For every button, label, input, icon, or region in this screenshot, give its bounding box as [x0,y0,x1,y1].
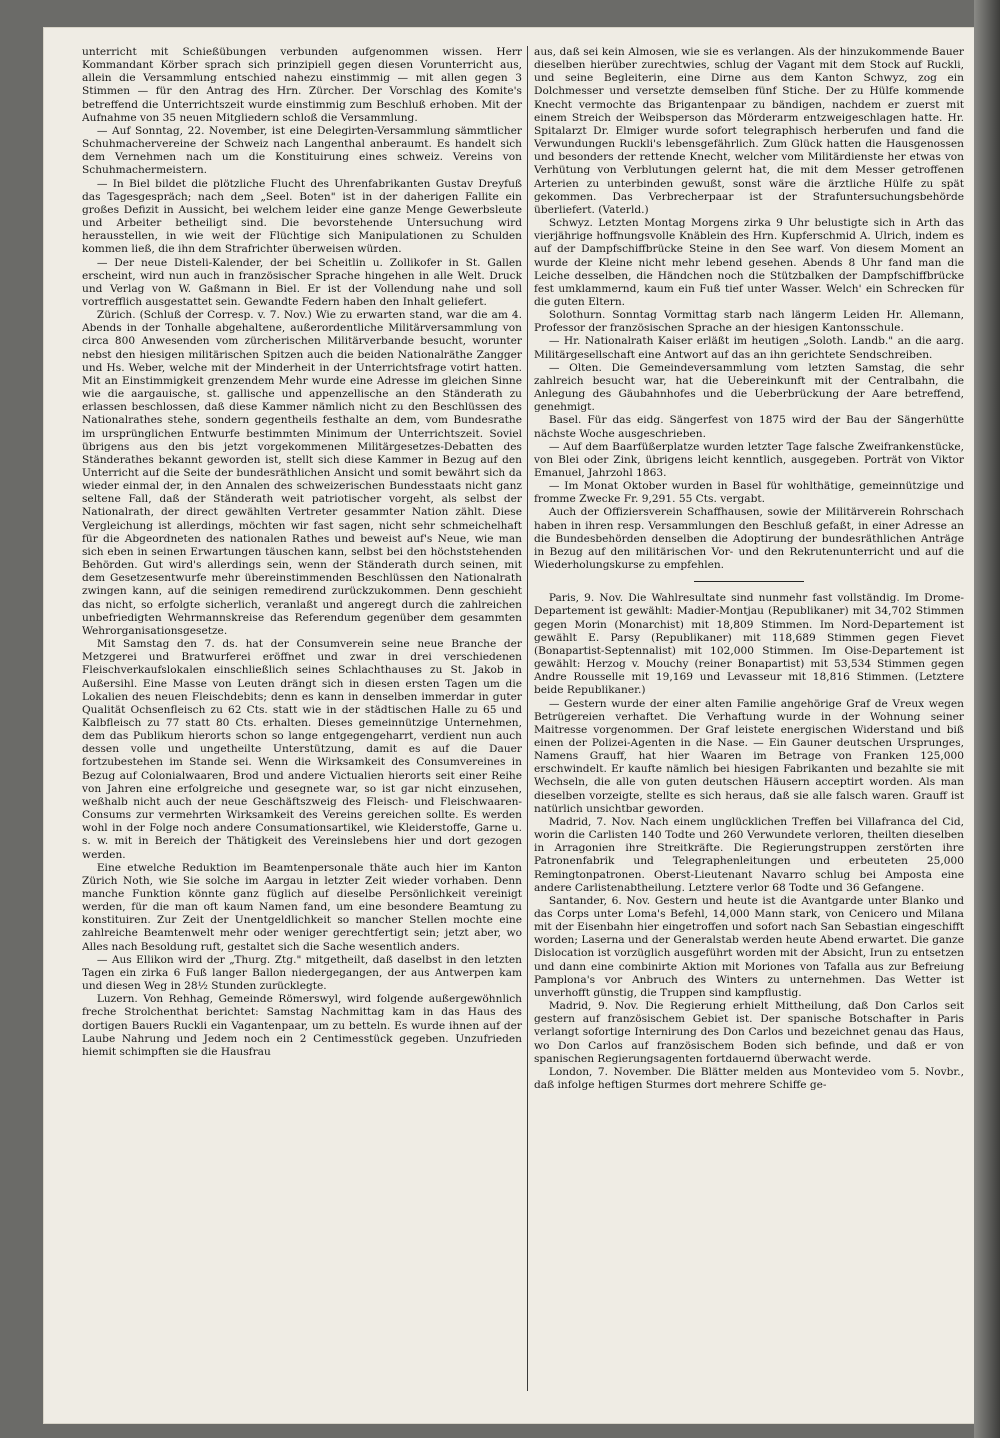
article-paragraph: — Auf Sonntag, 22. November, ist eine Delegirten-Versammlung sämmtlicher Schuhmachervereine der Schweiz nach Langenthal anberaumt. Es handelt sich dem Vernehmen nach um die Konstituirung eines schweiz. Vereins von Schuhmachermeistern. [82,124,522,177]
article-paragraph: Madrid, 7. Nov. Nach einem unglücklichen Treffen bei Villafranca del Cid, worin die Carlisten 140 Todte und 260 Verwundete verloren, theilten dieselben in Arragonien ihre Streitkräfte. Die Regierungstruppen zerstörten ihre Patronenfabrik und Telegraphenleitungen und erbeuteten 25,000 Remingtonpatronen. Oberst-Lieutenant Navarro schlug bei Amposta eine andere Carlistenabtheilung. Letztere verlor 68 Todte und 36 Gefangene. [534,815,964,894]
article-paragraph: unterricht mit Schießübungen verbunden aufgenommen wissen. Herr Kommandant Körber sprach sich prinzipiell gegen diesen Vorunterricht aus, allein die Versammlung entschied nahezu einstimmig — mit allen gegen 3 Stimmen — für den Antrag des Hrn. Zürcher. Der Vorschlag des Komite's betreffend die Unterrichtszeit wurde einstimmig zum Beschluß erhoben. Mit der Aufnahme von 35 neuen Mitgliedern schloß die Versammlung. [82,46,522,124]
article-paragraph: — Hr. Nationalrath Kaiser erläßt im heutigen „Soloth. Landb." an die aarg. Militärgesellschaft eine Antwort auf das an ihn gerichtete Sendschreiben. [534,335,964,361]
article-paragraph: — Der neue Disteli-Kalender, der bei Scheitlin u. Zollikofer in St. Gallen erscheint, wird nun auch in französischer Sprache hingehen in alle Welt. Druck und Verlag von W. Gaßmann in Biel. Er ist der Vollendung nahe und soll vortrefflich ausgestattet sein. Gewandte Federn haben den Inhalt geliefert. [82,256,522,308]
scan-edge [974,0,1000,1438]
article-paragraph: — Gestern wurde der einer alten Familie angehörige Graf de Vreux wegen Betrügereien verhaftet. Die Verhaftung wurde in der Wohnung seiner Maitresse vorgenommen. Der Graf leistete energischen Widerstand und biß einen der Polizei-Agenten in die Nase. — Ein Gauner deutschen Ursprunges, Namens Grauff, hat hier Waaren im Betrage von Franken 125,000 erschwindelt. Er kaufte nämlich bei hiesigen Fabrikanten und bezahlte sie mit Wechseln, die alle von guten deutschen Häusern acceptirt worden. Als man dieselben vorzeigte, stellte es sich heraus, daß sie alle falsch waren. Grauff ist natürlich unsichtbar geworden. [534,697,964,815]
article-paragraph: London, 7. November. Die Blätter melden aus Montevideo vom 5. Novbr., daß infolge heftigen Sturmes dort mehrere Schiffe ge- [534,1065,964,1092]
article-paragraph: Solothurn. Sonntag Vormittag starb nach längerm Leiden Hr. Allemann, Professor der französischen Sprache an der hiesigen Kantonsschule. [534,309,964,335]
column-rule [527,46,528,1391]
article-paragraph: Santander, 6. Nov. Gestern und heute ist die Avantgarde unter Blanko und das Corps unter Loma's Befehl, 14,000 Mann stark, von Cenicero und Milana mit der Eisenbahn hier eingetroffen und sofort nach San Sebastian eingeschifft worden; Laserna und der Generalstab werden heute Abend erwartet. Die ganze Dislocation ist vorzüglich ausgeführt worden mit der Absicht, Irun zu entsetzen und dann eine combinirte Aktion mit Moriones von Tafalla aus zur Befreiung Pamplona's vor Anbruch des Winters zu unternehmen. Das Wetter ist unverhofft günstig, die Truppen sind kampflustig. [534,894,964,999]
article-paragraph: — In Biel bildet die plötzliche Flucht des Uhrenfabrikanten Gustav Dreyfuß das Tagesgespräch; nach dem „Seel. Boten" ist in der daherigen Fallite ein großes Defizit in Aussicht, bei welchem leider eine ganze Menge Gewerbsleute und Arbeiter betheiligt sind. Die bevorstehende Untersuchung wird herausstellen, in wie weit der Flüchtige sich Manipulationen zu Schulden kommen ließ, die ihn dem Strafrichter überweisen würden. [82,177,522,256]
left-column [82,46,522,1406]
article-paragraph: — Im Monat Oktober wurden in Basel für wohlthätige, gemeinnützige und fromme Zwecke Fr. 9,291. 55 Cts. vergabt. [534,480,964,506]
article-paragraph: Eine etwelche Reduktion im Beamtenpersonale thäte auch hier im Kanton Zürich Noth, wie Sie solche im Aargau in letzter Zeit wieder vorhaben. Denn manche Funktion könnte ganz füglich auf dieselbe Persönlichkeit vereinigt werden, für die man oft kaum Namen fand, um eine besondere Beamtung zu konstituiren. Zur Zeit der Unentgeldlichkeit so mancher Stellen mochte eine zahlreiche Beamtenwelt mehr oder weniger gerechtfertigt sein; jetzt aber, wo Alles nach Besoldung ruft, gestaltet sich die Sache wesentlich anders. [82,861,522,953]
article-paragraph: Auch der Offiziersverein Schaffhausen, sowie der Militärverein Rohrschach haben in ihren resp. Versammlungen den Beschluß gefaßt, in einer Adresse an die Bundesbehörden denselben die Adoptirung der bundesräthlichen Anträge in Bezug auf den militärischen Vor- und den Rekrutenunterricht und auf die Wiederholungskurse zu empfehlen. [534,506,964,572]
article-paragraph: Madrid, 9. Nov. Die Regierung erhielt Mittheilung, daß Don Carlos seit gestern auf französischem Gebiet ist. Der spanische Botschafter in Paris verlangt sofortige Internirung des Don Carlos und bezeichnet genau das Haus, wo Don Carlos auf französischem Boden sich befinde, und daß er von spanischen Regierungsagenten fortdauernd überwacht werde. [534,1000,964,1065]
article-paragraph: Schwyz. Letzten Montag Morgens zirka 9 Uhr belustigte sich in Arth das vierjährige hoffnungsvolle Knäblein des Hrn. Kupferschmid A. Ulrich, indem es auf der Dampfschiffbrücke Steine in den See warf. Von diesem Moment an wurde der Kleine nicht mehr lebend gesehen. Abends 8 Uhr fand man die Leiche desselben, die Händchen noch die Stützbalken der Dampfschiffbrücke fest umklammernd, kaum ein Fuß tief unter Wasser. Welch' ein Schrecken für die guten Eltern. [534,217,964,308]
article-paragraph: Mit Samstag den 7. ds. hat der Consumverein seine neue Branche der Metzgerei und Bratwurferei eröffnet und zwar in drei verschiedenen Fleischverkaufslokalen einschließlich seines Schlachthauses zu St. Jakob in Außersihl. Eine Masse von Leuten drängt sich in diesen ersten Tagen um die Lokalien des neuen Fleischdebits; denn es kann in denselben immerdar in guter Qualität Ochsenfleisch zu 62 Cts. statt wie in der städtischen Halle zu 65 und Kalbfleisch zu 77 statt 80 Cts. erhalten. Dieses gemeinnützige Unternehmen, dem das Publikum hierorts schon so lange entgegengeharrt, verdient nun auch dessen volle und ungetheilte Unterstützung, damit es auf die Dauer fortzubestehen im Stande sei. Wenn die Wirksamkeit des Consumvereines in Bezug auf Colonialwaaren, Brod und andere Victualien hierorts seit einer Reihe von Jahren eine erfolgreiche und gesegnete war, so ist gar nicht einzusehen, weßhalb nicht auch der neue Geschäftszweig des Fleisch- und Fleischwaaren-Consums zur vermehrten Wirksamkeit des Vereins gereichen sollte. Es werden wohl in der Folge noch andere Consumationsartikel, wie Kleiderstoffe, Garne u. s. w. mit in Bereich der Thätigkeit des Vereinslebens hier und dort gezogen werden. [82,638,522,861]
article-paragraph: Basel. Für das eidg. Sängerfest von 1875 wird der Bau der Sängerhütte nächste Woche ausgeschrieben. [534,414,964,440]
article-paragraph: Zürich. (Schluß der Corresp. v. 7. Nov.) Wie zu erwarten stand, war die am 4. Abends in der Tonhalle abgehaltene, außerordentliche Militärversammlung von circa 800 Anwesenden vom zürcherischen Militärverbande besucht, worunter nebst den hiesigen militärischen Spitzen auch die beiden Nationalräthe Zangger und Hs. Weber, welche mit der Minderheit in der Unterrichtsfrage votirt hatten. Mit an Einstimmigkeit grenzendem Mehr wurde eine Adresse im gleichen Sinne wie die aargauische, st. gallische und appenzellische an den Ständerath zu erlassen beschlossen, daß diese Kammer nämlich nicht zu den Beschlüssen des Nationalrathes stehe, sondern gegentheils festhalte an dem, vom Bundesrathe im ursprünglichen Entwurfe bestimmten Minimum der Unterrichtszeit. Soviel übrigens aus den bis jetzt vorgekommenen Militärgesetzes-Debatten des Ständerathes bekannt geworden ist, stellt sich diese Kammer in Bezug auf den Unterricht auf die Seite der bundesräthlichen Ansicht und somit bewährt sich da wieder einmal der, in den Annalen des schweizerischen Bundesstaats nicht ganz seltene Fall, daß der Ständerath weit patriotischer vorgeht, als selbst der Nationalrath, der direct gewählten Vertreter gesammter Nation zählt. Diese Vergleichung ist allerdings, möchten wir fast sagen, nicht sehr schmeichelhaft für die Abgeordneten des nationalen Rathes und beweist auf's Neue, wie man sich eben in seinen Erwartungen täuschen kann, selbst bei den höchststehenden Behörden. Gut wird's allerdings sein, wenn der Ständerath durch seinen, mit dem Gesetzesentwurfe mehr übereinstimmenden Beschlüssen den Nationalrath zwingen kann, auf die seinigen remedirend zurückzukommen. Denn geschieht das nicht, so erfolgte sicherlich, veranlaßt und angeregt durch die zahlreichen unbefriedigten Wehrmannskreise das Referendum gegenüber dem gesammten Wehrorganisationsgesetze. [82,309,522,637]
newspaper-page [44,28,974,1423]
article-paragraph: — Aus Ellikon wird der „Thurg. Ztg." mitgetheilt, daß daselbst in den letzten Tagen ein zirka 6 Fuß langer Ballon niedergegangen, der aus Antwerpen kam und diesen Weg in 28½ Stunden zurücklegte. [82,953,522,993]
article-paragraph: aus, daß sei kein Almosen, wie sie es verlangen. Als der hinzukommende Bauer dieselben hierüber zurechtwies, schlug der Vagant mit dem Stock auf Ruckli, und seine Begleiterin, eine Dirne aus dem Kanton Schwyz, zog ein Dolchmesser und versetzte demselben fünf Stiche. Der zu Hülfe kommende Knecht vermochte das Brigantenpaar zu bändigen, nachdem er zuerst mit einem Streich der Weibsperson das Mörderarm entzweigeschlagen hatte. Hr. Spitalarzt Dr. Elmiger wurde sofort telegraphisch herberufen und fand die Verwundungen Ruckli's lebensgefährlich. Zum Glück hatten die Hausgenossen und besonders der rettende Knecht, welcher vom Militärdienste her etwas von Verhütung von Verblutungen gelernt hat, die mit dem Messer getroffenen Arterien zu unterbinden gewußt, sonst wäre die ärztliche Hülfe zu spät gekommen. Das Verbrecherpaar ist der Strafuntersuchungsbehörde überliefert. (Vaterld.) [534,46,964,216]
right-column [534,46,964,1406]
article-paragraph: — Auf dem Baarfüßerplatze wurden letzter Tage falsche Zweifrankenstücke, von Blei oder Zink, übrigens leicht kenntlich, ausgegeben. Porträt von Viktor Emanuel, Jahrzohl 1863. [534,440,964,479]
article-paragraph: Luzern. Von Rehhag, Gemeinde Römerswyl, wird folgende außergewöhnlich freche Strolchenthat berichtet: Samstag Nachmittag kam in das Haus des dortigen Bauers Ruckli ein Vagantenpaar, um zu betteln. Es wurde ihnen auf der Laube Nahrung und Jedem noch ein 2 Centimesstück gegeben. Unzufrieden hiemit schimpften sie die Hausfrau [82,993,522,1058]
article-paragraph: — Olten. Die Gemeindeversammlung vom letzten Samstag, die sehr zahlreich besucht war, hat die Uebereinkunft mit der Centralbahn, die Anlegung des Gäubahnhofes und die Ueberbrückung der Aare betreffend, genehmigt. [534,361,964,414]
section-divider [694,581,804,582]
article-paragraph: Paris, 9. Nov. Die Wahlresultate sind nunmehr fast vollständig. Im Drome-Departement ist gewählt: Madier-Montjau (Republikaner) mit 34,702 Stimmen gegen Morin (Monarchist) mit 18,809 Stimmen. Im Nord-Departement ist gewählt E. Parsy (Republikaner) mit 118,689 Stimmen gegen Fievet (Bonapartist-Septennalist) mit 102,000 Stimmen. Im Oise-Departement ist gewählt: Herzog v. Mouchy (reiner Bonapartist) mit 53,534 Stimmen gegen Andre Rousselle mit 19,169 und Levasseur mit 18,816 Stimmen. (Letztere beide Republikaner.) [534,592,964,697]
